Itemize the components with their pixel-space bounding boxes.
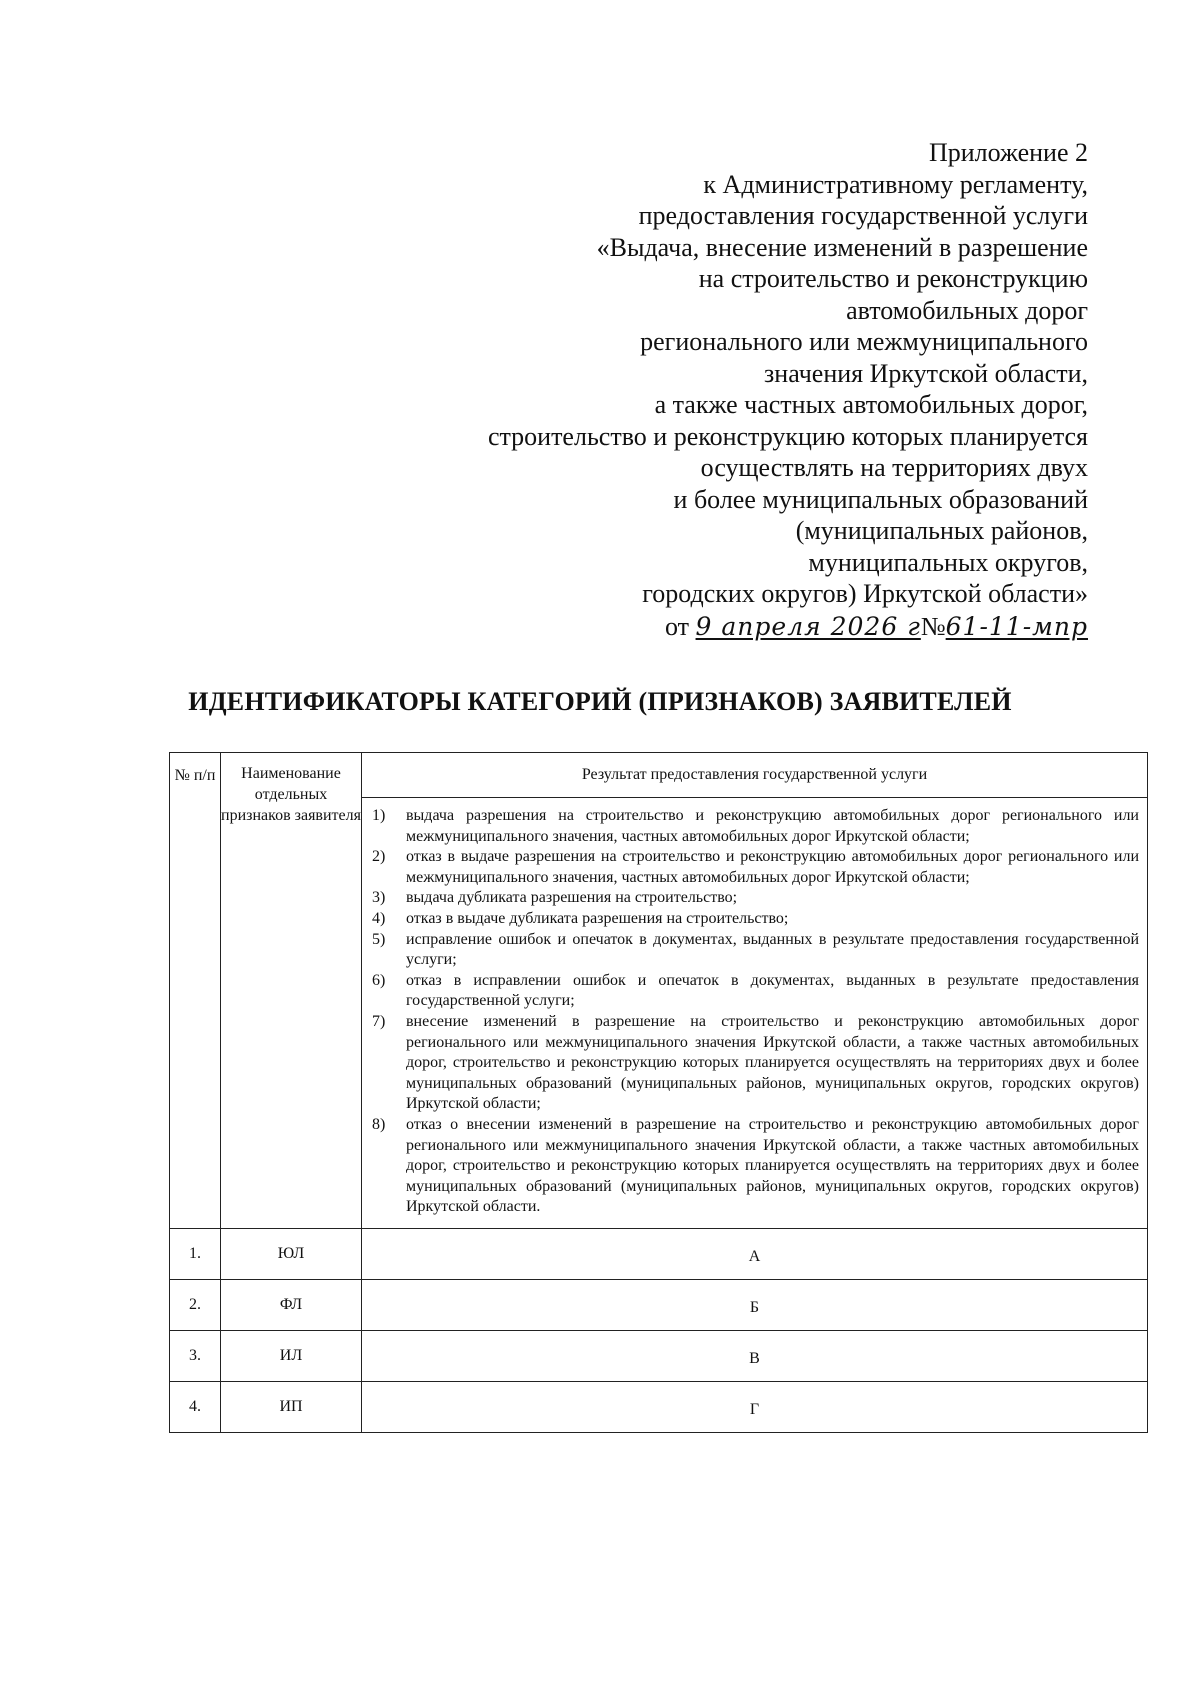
table-row bbox=[170, 1228, 1148, 1279]
table-row bbox=[170, 1279, 1148, 1330]
header-line: «Выдача, внесение изменений в разрешение bbox=[596, 232, 1088, 262]
row-applicant-sign: ИЛ bbox=[221, 1330, 362, 1381]
col-result-header: Результат предоставления государственной услуги bbox=[362, 753, 1148, 798]
list-item-number: 6) bbox=[372, 971, 386, 989]
table-row bbox=[170, 1330, 1148, 1381]
list-item-text: внесение изменений в разрешение на строительство и реконструкцию автомобильных дорог регионального или межмуниципального значения Иркутской области, а также частных автомобильных дорог, строительство и реконструкцию которых планируется осуществлять на территориях двух и более муниципальных образований (муниципальных районов, муниципальных округов, городских округов) Иркутской области; bbox=[406, 1012, 1139, 1113]
table-row bbox=[170, 1381, 1148, 1432]
header-line: к Административному регламенту, bbox=[703, 169, 1088, 199]
document-date-line bbox=[368, 611, 1088, 643]
header-line: строительство и реконструкцию которых планируется bbox=[487, 421, 1088, 451]
list-item bbox=[370, 847, 1139, 888]
list-item-text: отказ в выдаче разрешения на строительство и реконструкцию автомобильных дорог регионального или межмуниципального значения, частных автомобильных дорог Иркутской области; bbox=[406, 848, 1139, 886]
header-line: регионального или межмуниципального bbox=[640, 327, 1088, 356]
list-item bbox=[370, 888, 1139, 909]
list-item bbox=[370, 971, 1139, 1012]
row-applicant-sign: ЮЛ bbox=[221, 1228, 362, 1279]
header-line: городских округов) Иркутской области» bbox=[642, 579, 1088, 608]
list-item-number: 2) bbox=[372, 848, 386, 866]
list-item bbox=[370, 806, 1139, 847]
header-line: предоставления государственной услуги bbox=[638, 201, 1088, 230]
header-line: и более муниципальных образований bbox=[673, 484, 1088, 514]
handwritten-date: 9 апреля 2026 г bbox=[695, 611, 921, 641]
list-item-number: 1) bbox=[372, 807, 386, 824]
header-line: значения Иркутской области, bbox=[764, 358, 1088, 388]
list-item-number: 4) bbox=[372, 909, 386, 927]
list-item-text: отказ о внесении изменений в разрешение на строительство и реконструкцию автомобильных дорог регионального или межмуниципального значения Иркутской области, а также частных автомобильных дорог, строительство и реконструкцию которых планируется осуществлять на территориях двух и более муниципальных образований (муниципальных районов, муниципальных округов, городских округов) Иркутской области. bbox=[406, 1115, 1139, 1216]
identifiers-table bbox=[169, 752, 1148, 1433]
row-applicant-sign: ФЛ bbox=[221, 1279, 362, 1330]
list-item-number: 5) bbox=[372, 930, 386, 948]
date-prefix: от bbox=[665, 611, 690, 641]
header-line: а также частных автомобильных дорог, bbox=[654, 390, 1088, 419]
results-cell bbox=[362, 798, 1148, 1229]
list-item-number: 7) bbox=[372, 1012, 386, 1030]
number-prefix: № bbox=[920, 611, 946, 641]
header-line: на строительство и реконструкцию bbox=[698, 264, 1088, 293]
list-item-text: выдача дубликата разрешения на строительство; bbox=[406, 889, 738, 907]
col-name-header: Наименование отдельных признаков заявителя bbox=[221, 753, 362, 1229]
appendix-header bbox=[368, 137, 1088, 642]
row-applicant-sign: ИП bbox=[221, 1381, 362, 1432]
row-number: 1. bbox=[170, 1228, 221, 1279]
row-number: 3. bbox=[170, 1330, 221, 1381]
list-item bbox=[370, 930, 1139, 971]
header-line: осуществлять на территориях двух bbox=[700, 453, 1088, 482]
row-identifier-code: Г bbox=[362, 1381, 1148, 1432]
header-line: муниципальных округов, bbox=[808, 547, 1088, 577]
list-item-number: 8) bbox=[372, 1115, 386, 1133]
list-item-text: отказ в исправлении ошибок и опечаток в документах, выданных в результате предоставления государственной услуги; bbox=[406, 971, 1139, 1010]
list-item bbox=[370, 1115, 1139, 1218]
header-line: (муниципальных районов, bbox=[795, 516, 1088, 545]
row-identifier-code: В bbox=[362, 1330, 1148, 1381]
list-item-text: исправление ошибок и опечаток в документах, выданных в результате предоставления государственной услуги; bbox=[406, 930, 1139, 969]
header-line: Приложение 2 bbox=[928, 138, 1088, 167]
col-num-header: № п/п bbox=[170, 753, 221, 1229]
list-item bbox=[370, 1012, 1139, 1115]
row-identifier-code: Б bbox=[362, 1279, 1148, 1330]
handwritten-number: 61-11-мпр bbox=[945, 611, 1088, 641]
table-header-row bbox=[170, 753, 1148, 798]
row-identifier-code: А bbox=[362, 1228, 1148, 1279]
list-item-text: отказ в выдаче дубликата разрешения на строительство; bbox=[406, 909, 789, 927]
document-title: ИДЕНТИФИКАТОРЫ КАТЕГОРИЙ (ПРИЗНАКОВ) ЗАЯВИТЕЛЕЙ bbox=[188, 687, 1012, 716]
list-item bbox=[370, 909, 1139, 930]
list-item-text: выдача разрешения на строительство и реконструкцию автомобильных дорог регионального или межмуниципального значения, частных автомобильных дорог Иркутской области; bbox=[406, 807, 1139, 845]
header-line: автомобильных дорог bbox=[846, 295, 1088, 325]
results-list bbox=[370, 806, 1139, 1218]
row-number: 2. bbox=[170, 1279, 221, 1330]
list-item-number: 3) bbox=[372, 889, 386, 907]
row-number: 4. bbox=[170, 1381, 221, 1432]
